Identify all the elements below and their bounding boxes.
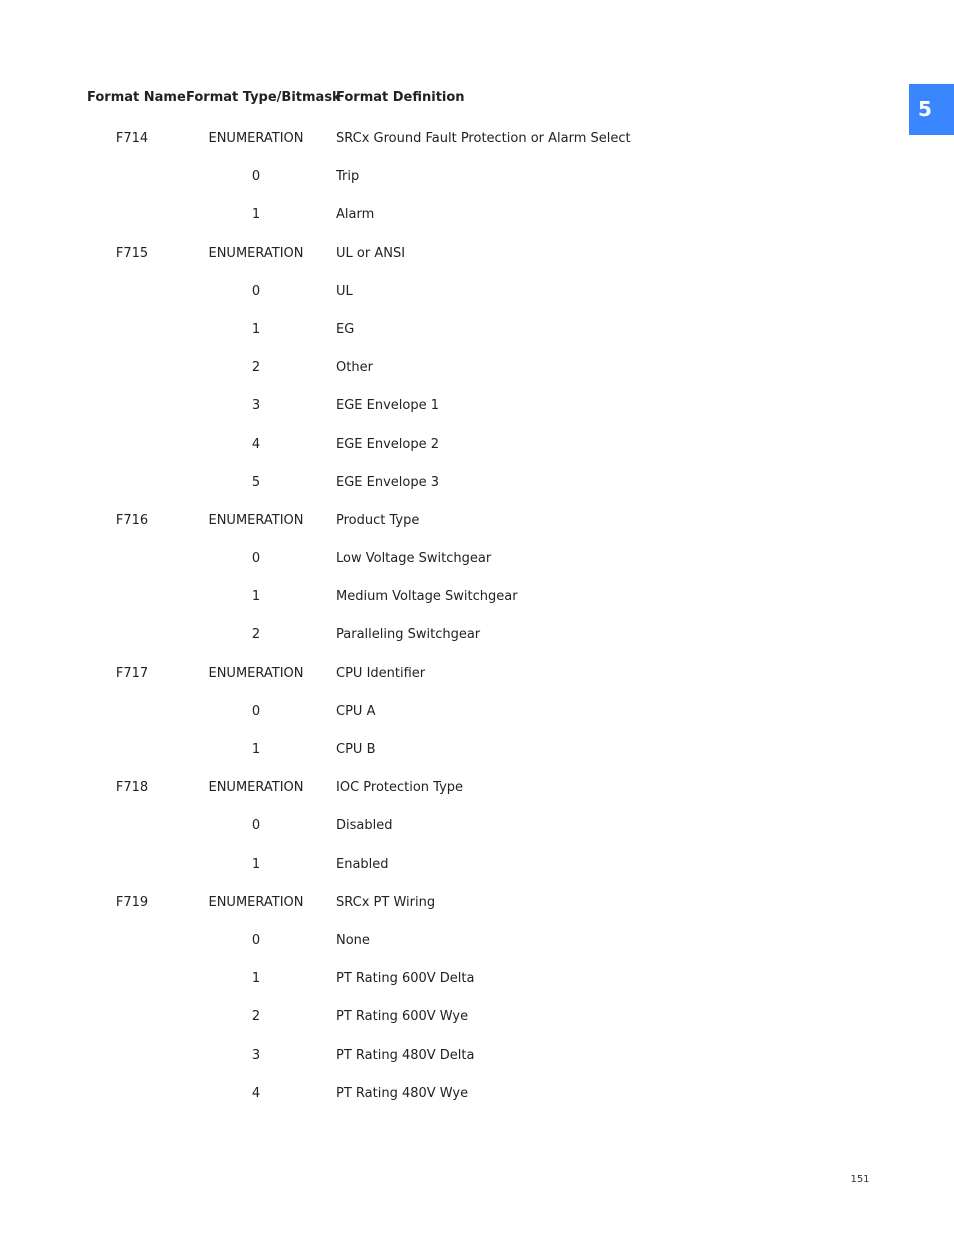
format-definition-cell: EGE Envelope 2	[336, 436, 439, 452]
format-name-cell: F714	[115, 131, 149, 146]
table-row	[0, 356, 954, 394]
format-definition-cell: Low Voltage Switchgear	[336, 551, 492, 567]
format-type-cell: ENUMERATION	[208, 665, 304, 681]
table-row	[0, 127, 954, 165]
format-name-cell: F717	[115, 665, 149, 681]
table-row	[0, 623, 954, 661]
table-row	[0, 700, 954, 738]
table-row	[0, 242, 954, 280]
table-row	[0, 585, 954, 623]
format-definition-cell: Paralleling Switchgear	[336, 627, 481, 643]
format-definition-cell: PT Rating 480V Delta	[336, 1047, 475, 1063]
format-type-cell: 0	[251, 818, 261, 834]
format-definition-cell: UL or ANSI	[336, 245, 406, 261]
format-definition-cell: EGE Envelope 1	[336, 398, 439, 414]
table-row	[0, 280, 954, 318]
format-name-cell: F719	[115, 894, 149, 910]
format-type-cell: 2	[251, 360, 261, 376]
format-name-cell: F715	[115, 245, 149, 261]
format-name-cell: F718	[115, 780, 149, 796]
format-definition-cell: None	[336, 932, 370, 948]
format-type-cell: 1	[251, 589, 261, 605]
format-type-cell: ENUMERATION	[208, 245, 304, 261]
table-row	[0, 394, 954, 432]
format-definition-cell: CPU Identifier	[336, 665, 426, 681]
format-name-cell: F716	[115, 512, 149, 528]
format-definition-cell: Disabled	[336, 818, 393, 834]
format-type-cell: 4	[251, 436, 261, 452]
format-definition-cell: Trip	[336, 169, 360, 185]
table-row	[0, 318, 954, 356]
format-type-cell: 2	[251, 1009, 261, 1025]
table-row	[0, 967, 954, 1005]
table-row	[0, 203, 954, 241]
table-row	[0, 509, 954, 547]
format-definition-cell: PT Rating 600V Delta	[336, 971, 475, 987]
table-row	[0, 547, 954, 585]
format-type-cell: 1	[251, 971, 261, 987]
format-definition-cell: CPU B	[336, 742, 376, 757]
format-type-cell: 1	[251, 321, 261, 337]
format-type-cell: ENUMERATION	[208, 894, 304, 910]
table-row	[0, 776, 954, 814]
format-definition-cell: IOC Protection Type	[336, 780, 464, 796]
format-definition-cell: SRCx Ground Fault Protection or Alarm Select	[336, 131, 631, 146]
format-type-cell: 3	[251, 398, 261, 414]
header-format-type: Format Type/Bitmask	[186, 90, 341, 105]
page-number: 151	[850, 1174, 870, 1185]
format-definition-cell: UL	[336, 283, 353, 299]
format-type-cell: 2	[251, 627, 261, 643]
format-type-cell: 1	[251, 207, 261, 223]
format-definition-cell: Enabled	[336, 856, 389, 872]
format-table-body	[0, 127, 954, 1120]
format-definition-cell: Medium Voltage Switchgear	[336, 589, 518, 605]
format-type-cell: 3	[251, 1047, 261, 1063]
format-type-cell: 0	[251, 932, 261, 948]
header-format-definition: Format Definition	[336, 90, 465, 105]
format-definition-cell: Alarm	[336, 207, 375, 223]
table-row	[0, 853, 954, 891]
format-type-cell: ENUMERATION	[208, 780, 304, 796]
table-row	[0, 471, 954, 509]
format-type-cell: ENUMERATION	[208, 131, 304, 146]
table-row	[0, 1044, 954, 1082]
format-definition-cell: SRCx PT Wiring	[336, 894, 436, 910]
table-row	[0, 929, 954, 967]
format-type-cell: 0	[251, 703, 261, 719]
table-row	[0, 165, 954, 203]
table-row	[0, 738, 954, 776]
format-type-cell: 0	[251, 283, 261, 299]
format-type-cell: 1	[251, 742, 261, 757]
table-row	[0, 814, 954, 852]
format-type-cell: 0	[251, 551, 261, 567]
format-definition-cell: CPU A	[336, 703, 376, 719]
format-definition-cell: Product Type	[336, 512, 420, 528]
table-header	[0, 90, 954, 110]
format-type-cell: 4	[251, 1085, 261, 1101]
format-type-cell: 5	[251, 474, 261, 490]
format-definition-cell: EGE Envelope 3	[336, 474, 439, 490]
format-type-cell: 1	[251, 856, 261, 872]
table-row	[0, 1082, 954, 1120]
format-type-cell: 0	[251, 169, 261, 185]
format-definition-cell: PT Rating 480V Wye	[336, 1085, 469, 1101]
format-definition-cell: PT Rating 600V Wye	[336, 1009, 469, 1025]
table-row	[0, 433, 954, 471]
format-type-cell: ENUMERATION	[208, 512, 304, 528]
table-row	[0, 1005, 954, 1043]
table-row	[0, 662, 954, 700]
format-definition-cell: EG	[336, 321, 355, 337]
format-definition-cell: Other	[336, 360, 373, 376]
chapter-tab: 5	[909, 84, 954, 135]
header-format-name: Format Name	[87, 90, 186, 105]
table-row	[0, 891, 954, 929]
